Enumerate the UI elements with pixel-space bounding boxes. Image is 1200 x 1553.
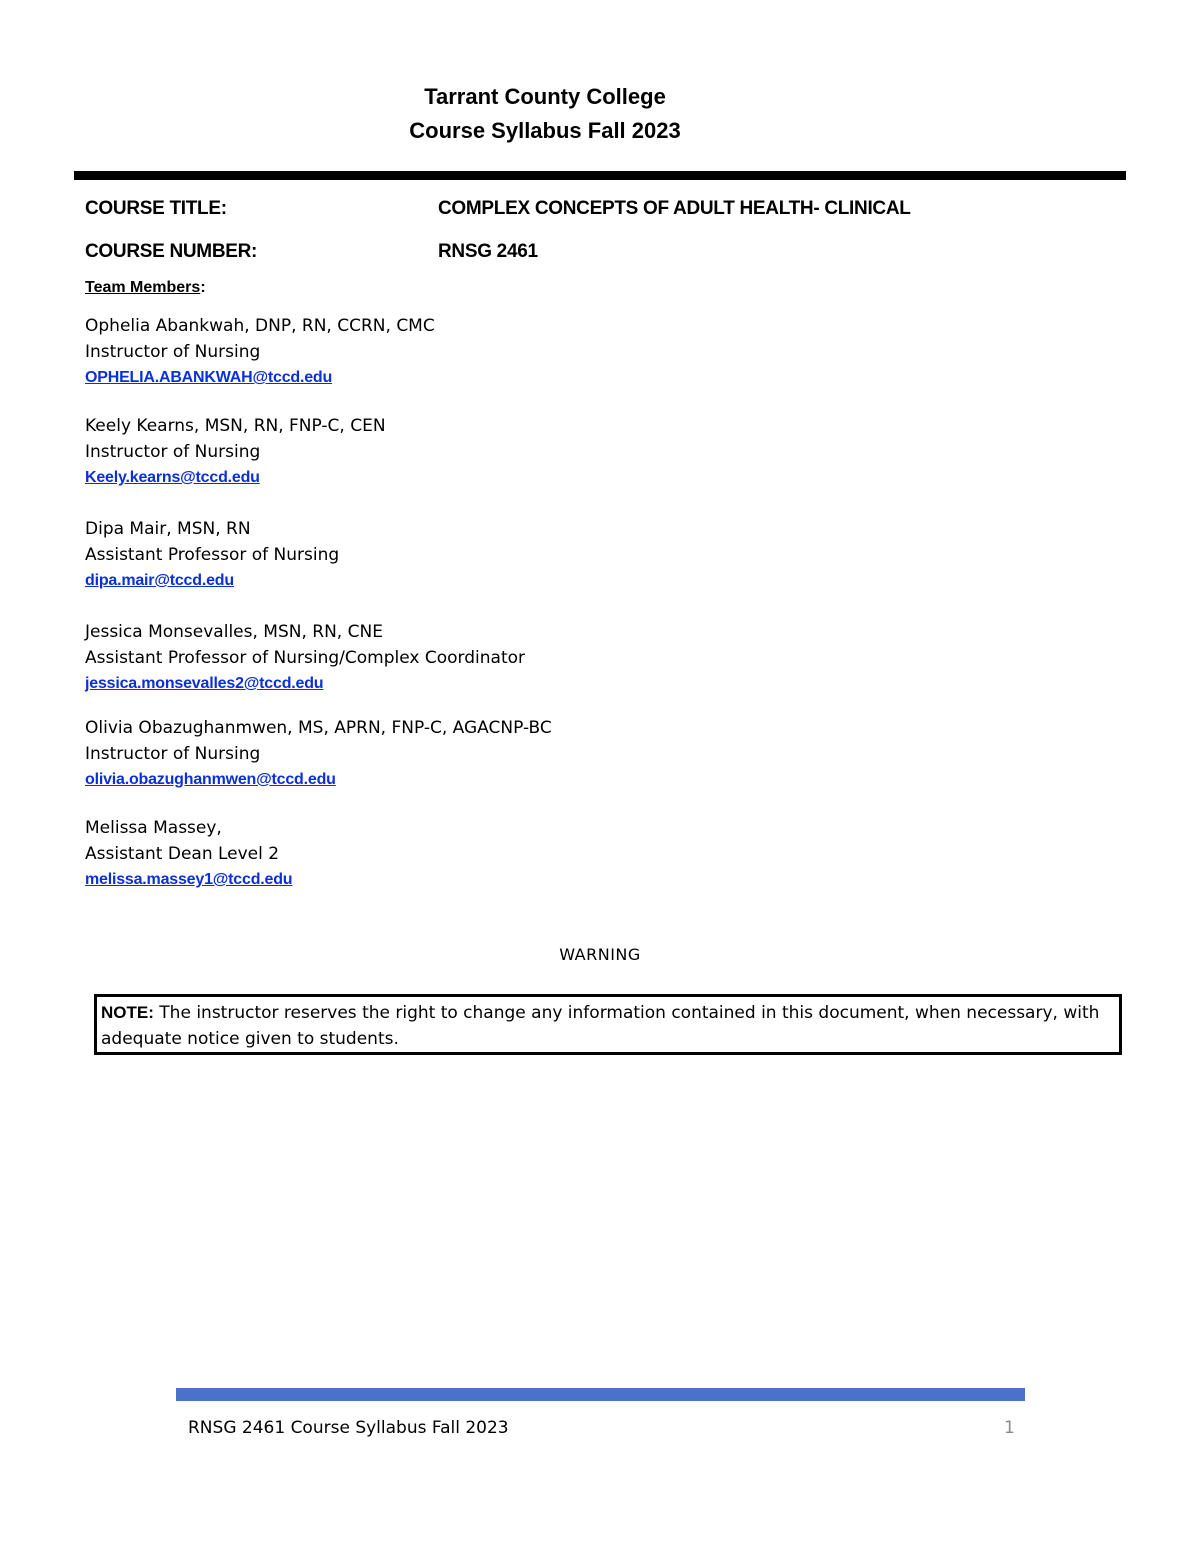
member-email-link[interactable]: olivia.obazughanmwen@tccd.edu — [85, 771, 336, 788]
team-member — [85, 620, 525, 697]
member-title: Assistant Dean Level 2 — [85, 843, 280, 864]
member-name: Melissa Massey, — [85, 818, 222, 838]
member-title: Instructor of Nursing — [85, 341, 261, 362]
team-member — [85, 414, 386, 491]
footer-divider — [176, 1388, 1025, 1401]
member-email-link[interactable]: Keely.kearns@tccd.edu — [85, 469, 260, 486]
member-email-link[interactable]: dipa.mair@tccd.edu — [85, 572, 234, 589]
warning-heading: WARNING — [559, 945, 641, 964]
member-name: Ophelia Abankwah, DNP, RN, CCRN, CMC — [85, 316, 435, 336]
team-member — [85, 716, 552, 793]
member-email-link[interactable]: jessica.monsevalles2@tccd.edu — [85, 675, 324, 692]
page-number: 1 — [1004, 1418, 1015, 1438]
team-members-heading — [85, 279, 206, 297]
note-box — [94, 994, 1122, 1055]
footer-text: RNSG 2461 Course Syllabus Fall 2023 — [188, 1418, 509, 1438]
header-divider — [74, 171, 1126, 180]
team-member — [85, 816, 292, 893]
member-email-link[interactable]: OPHELIA.ABANKWAH@tccd.edu — [85, 369, 333, 386]
note-text: The instructor reserves the right to change any information contained in this document, when necessary, with adequate notice given to students. — [101, 1003, 1100, 1049]
course-number-value: RNSG 2461 — [438, 241, 538, 262]
member-title: Assistant Professor of Nursing — [85, 544, 340, 565]
member-name: Olivia Obazughanmwen, MS, APRN, FNP-C, AGACNP-BC — [85, 718, 552, 738]
team-member — [85, 517, 339, 594]
member-name: Jessica Monsevalles, MSN, RN, CNE — [85, 622, 383, 642]
note-label: NOTE: — [101, 1003, 154, 1022]
member-name: Dipa Mair, MSN, RN — [85, 519, 251, 539]
team-member — [85, 314, 435, 391]
team-heading-colon: : — [200, 279, 206, 296]
syllabus-title: Course Syllabus Fall 2023 — [409, 118, 681, 143]
member-title: Instructor of Nursing — [85, 441, 261, 462]
course-number-label: COURSE NUMBER: — [85, 241, 258, 262]
course-title-value: COMPLEX CONCEPTS OF ADULT HEALTH- CLINICAL — [438, 198, 911, 219]
team-heading-text: Team Members — [85, 279, 201, 296]
member-title: Instructor of Nursing — [85, 743, 261, 764]
member-name: Keely Kearns, MSN, RN, FNP-C, CEN — [85, 416, 386, 436]
member-email-link[interactable]: melissa.massey1@tccd.edu — [85, 871, 293, 888]
college-name: Tarrant County College — [424, 84, 666, 109]
course-title-label: COURSE TITLE: — [85, 198, 227, 219]
member-title: Assistant Professor of Nursing/Complex Coordinator — [85, 647, 526, 668]
